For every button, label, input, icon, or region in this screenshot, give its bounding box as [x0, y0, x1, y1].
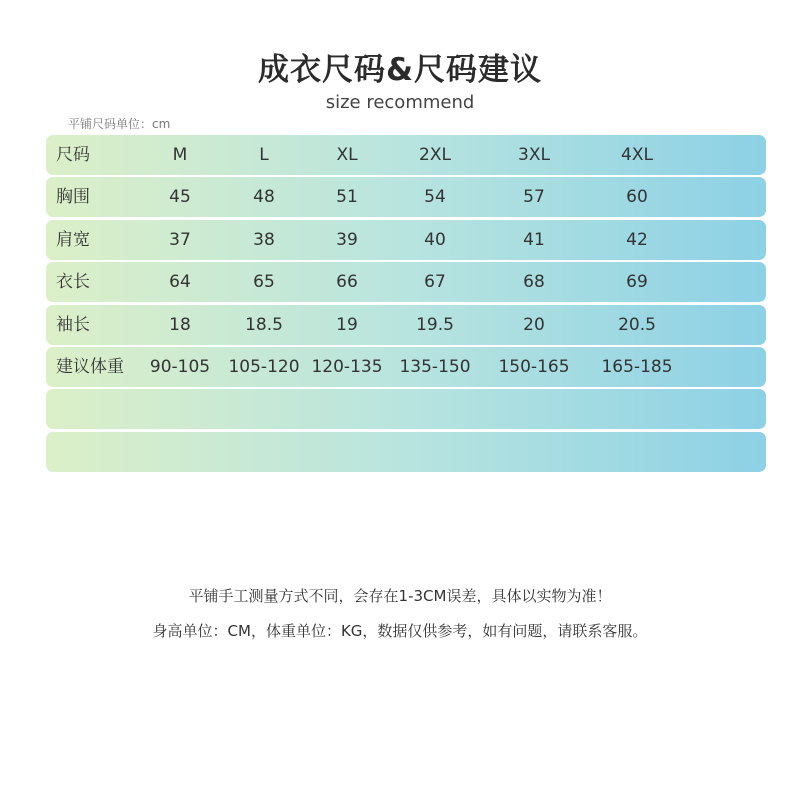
table-cell: M [172, 145, 188, 165]
table-row-empty [46, 432, 766, 472]
table-cell: 90-105 [149, 356, 211, 377]
table-cell: 65 [253, 272, 275, 293]
table-cell: 60 [626, 187, 648, 208]
table-cell: 165-185 [601, 356, 673, 377]
unit-note: 平铺尺码单位：cm [68, 117, 171, 131]
table-row-length [46, 262, 766, 302]
table-cell: 20.5 [618, 314, 656, 335]
table-cell: 45 [169, 187, 191, 208]
measurement-note: 平铺手工测量方式不同，会存在1-3CM误差，具体以实物为准！ [188, 587, 612, 605]
size-header-row [46, 135, 766, 175]
table-cell: 39 [336, 229, 358, 250]
table-cell: 19 [336, 314, 358, 335]
table-cell: 150-165 [498, 356, 570, 377]
table-cell: 42 [626, 229, 648, 250]
table-cell: 3XL [518, 145, 550, 165]
table-cell: L [259, 145, 269, 165]
table-cell: 51 [336, 187, 358, 208]
table-cell: 19.5 [416, 314, 454, 335]
table-cell: 135-150 [399, 356, 471, 377]
table-cell: 54 [424, 187, 446, 208]
table-cell: 48 [253, 187, 275, 208]
table-cell: XL [336, 145, 358, 165]
table-cell: 105-120 [228, 356, 300, 377]
page-title: 成衣尺码&尺码建议 [257, 52, 543, 88]
row-label: 衣长 [56, 272, 90, 293]
table-cell: 41 [523, 229, 545, 250]
size-table [46, 135, 766, 474]
table-cell: 20 [523, 314, 545, 335]
table-cell: 4XL [621, 145, 653, 165]
table-cell: 18 [169, 314, 191, 335]
table-row-sleeve [46, 305, 766, 345]
table-row-shoulder [46, 220, 766, 260]
table-row-weight [46, 347, 766, 387]
table-cell: 18.5 [245, 314, 283, 335]
table-cell: 66 [336, 272, 358, 293]
table-cell: 40 [424, 229, 446, 250]
table-cell: 120-135 [311, 356, 383, 377]
table-cell: 37 [169, 229, 191, 250]
row-label: 尺码 [56, 145, 90, 165]
table-cell: 69 [626, 272, 648, 293]
table-cell: 67 [424, 272, 446, 293]
row-label: 胸围 [56, 187, 90, 208]
page-subtitle: size recommend [325, 92, 475, 113]
table-cell: 38 [253, 229, 275, 250]
table-row-empty [46, 389, 766, 429]
table-row-chest [46, 177, 766, 217]
row-label: 袖长 [56, 314, 90, 335]
unit-note-footer: 身高单位：CM，体重单位：KG，数据仅供参考，如有问题，请联系客服。 [152, 622, 648, 640]
table-cell: 64 [169, 272, 191, 293]
table-cell: 68 [523, 272, 545, 293]
row-label: 肩宽 [56, 229, 90, 250]
table-cell: 57 [523, 187, 545, 208]
row-label: 建议体重 [56, 356, 124, 377]
table-cell: 2XL [419, 145, 451, 165]
